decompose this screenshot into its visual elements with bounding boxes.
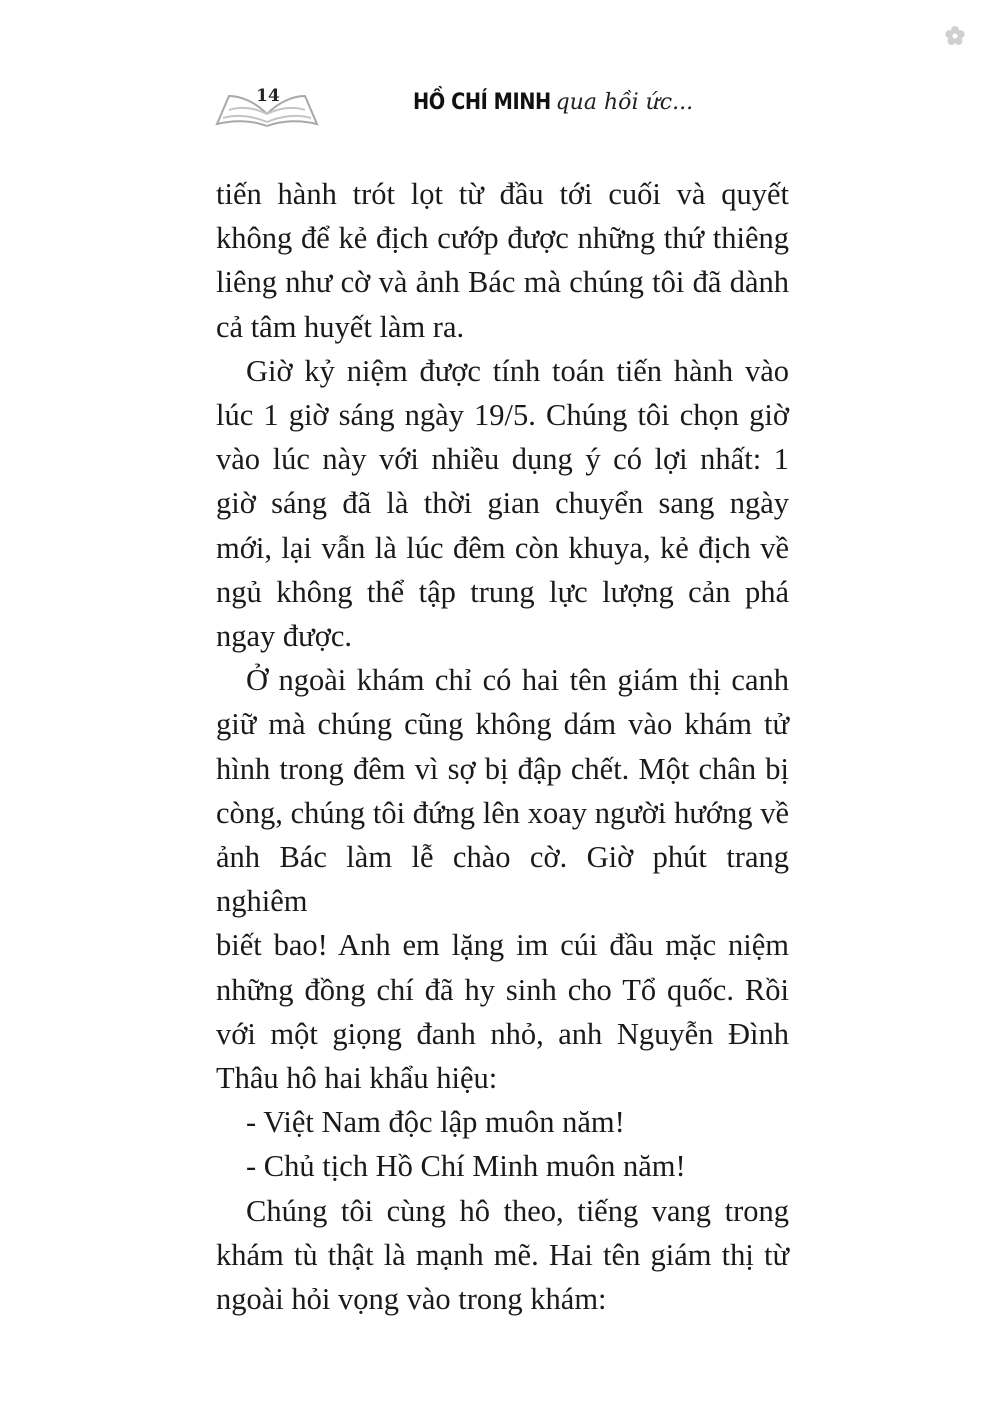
text-line: giờ sáng đã là thời gian chuyển sang ngày bbox=[216, 486, 789, 521]
text-line: Thâu hô hai khẩu hiệu: bbox=[216, 1061, 498, 1096]
text-line: cả tâm huyết làm ra. bbox=[216, 309, 465, 344]
running-title-script: qua hồi ức... bbox=[555, 90, 694, 115]
text-line: ảnh Bác làm lễ chào cờ. Giờ phút trang nghiêm bbox=[216, 840, 789, 919]
text-line: mới, lại vẫn là lúc đêm còn khuya, kẻ địch về bbox=[216, 530, 789, 565]
paragraph bbox=[216, 1189, 789, 1322]
paragraph bbox=[216, 349, 789, 658]
text-line: còng, chúng tôi đứng lên xoay người hướng về bbox=[216, 795, 789, 830]
text-line: Ở ngoài khám chỉ có hai tên giám thị canh bbox=[246, 663, 789, 698]
text-line: không để kẻ địch cướp được những thứ thiêng bbox=[216, 221, 789, 256]
running-title-bold: HỒ CHÍ MINH bbox=[413, 90, 551, 115]
text-line: hình trong đêm vì sợ bị đập chết. Một chân bị bbox=[216, 751, 789, 786]
page-number: 14 bbox=[256, 86, 280, 106]
text-line: tiến hành trót lọt từ đầu tới cuối và quyết bbox=[216, 177, 789, 211]
text-line: - Chủ tịch Hồ Chí Minh muôn năm! bbox=[246, 1149, 686, 1184]
page-header bbox=[215, 80, 775, 140]
text-line: giữ mà chúng cũng không dám vào khám tử bbox=[216, 707, 789, 742]
paragraph bbox=[216, 658, 789, 1100]
body-text bbox=[216, 172, 789, 1321]
text-line: - Việt Nam độc lập muôn năm! bbox=[246, 1105, 625, 1140]
text-line: vào lúc này với nhiều dụng ý có lợi nhất: 1 bbox=[216, 442, 789, 477]
text-line: ngủ không thể tập trung lực lượng cản phá bbox=[216, 574, 789, 609]
text-line: với một giọng đanh nhỏ, anh Nguyễn Đình bbox=[216, 1016, 789, 1051]
flower-icon bbox=[943, 24, 967, 48]
text-line: Chúng tôi cùng hô theo, tiếng vang trong bbox=[246, 1193, 789, 1228]
text-line: liêng như cờ và ảnh Bác mà chúng tôi đã dành bbox=[216, 265, 789, 300]
text-line: khám tù thật là mạnh mẽ. Hai tên giám thị từ bbox=[216, 1237, 789, 1272]
text-line: ngoài hỏi vọng vào trong khám: bbox=[216, 1282, 607, 1317]
paragraph bbox=[216, 1144, 789, 1188]
text-line: lúc 1 giờ sáng ngày 19/5. Chúng tôi chọn giờ bbox=[216, 398, 789, 433]
paragraph bbox=[216, 1100, 789, 1144]
text-line: biết bao! Anh em lặng im cúi đầu mặc niệm bbox=[216, 928, 789, 963]
text-line: những đồng chí đã hy sinh cho Tổ quốc. Rồi bbox=[216, 972, 789, 1007]
text-line: Giờ kỷ niệm được tính toán tiến hành vào bbox=[246, 353, 789, 388]
running-title bbox=[413, 90, 693, 115]
text-line: ngay được. bbox=[216, 619, 352, 654]
paragraph bbox=[216, 172, 789, 349]
